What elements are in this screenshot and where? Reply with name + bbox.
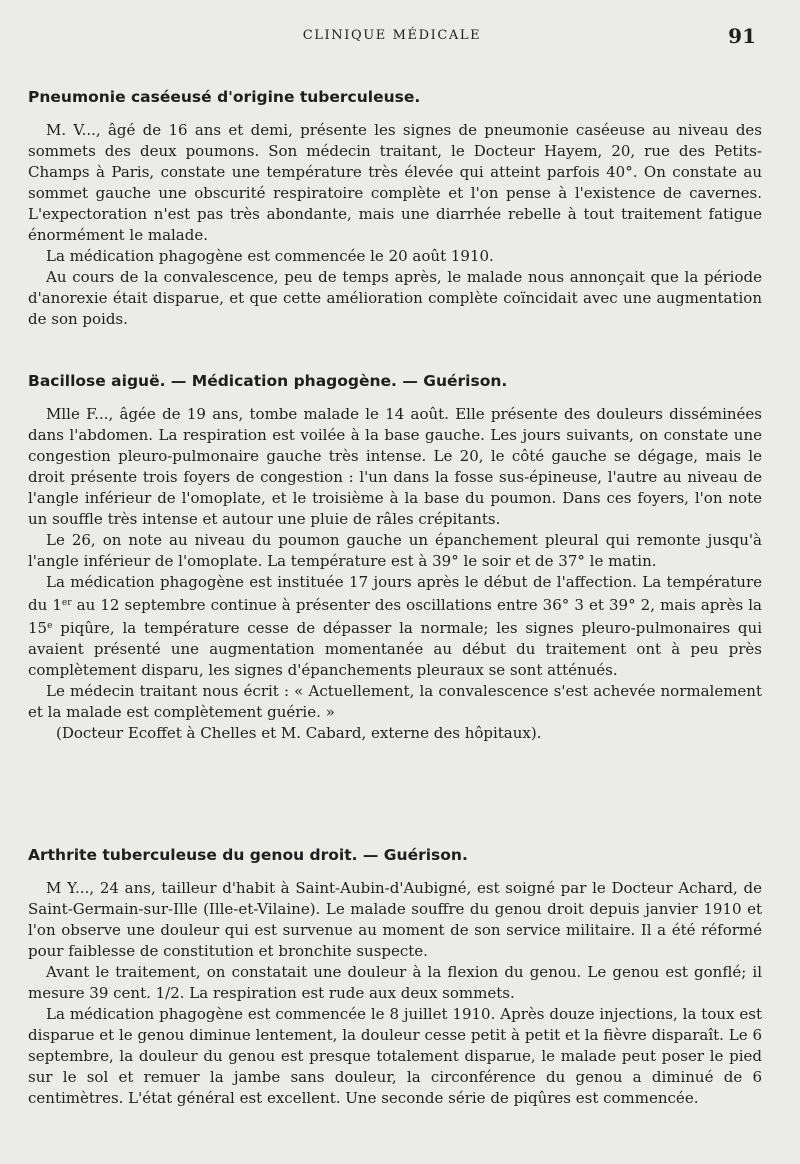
section-bacillose <box>28 372 762 744</box>
paragraph: M. V..., âgé de 16 ans et demi, présente les signes de pneumonie caséeuse au niveau des sommets des deux poumons. Son médecin traitant, le Docteur Hayem, 20, rue des Petits-Champs à Paris, constate une température très élevée qui atteint parfois 40°. On constate au sommet gauche une obscurité respiratoire complète et l'on pense à l'existence de cavernes. L'expectoration n'est pas très abondante, mais une diarrhée rebelle à tout traitement fatigue énormément le malade. <box>28 121 762 244</box>
section-heading: Arthrite tuberculeuse du genou droit. — Guérison. <box>28 846 468 864</box>
section-pneumonie <box>28 88 762 330</box>
paragraph: La médication phagogène est commencée le 8 juillet 1910. Après douze injections, la toux est disparue et le genou diminue lentement, la douleur cesse petit à petit et la fièvre disparaît. Le 6 septembre, la douleur du genou est presque totalement disparue, le malade peut poser le pied sur le sol et remuer la jambe sans douleur, la circonférence du genou a diminué de 6 centimètres. L'état général est excellent. Une seconde série de piqûres est commencée. <box>28 1005 762 1107</box>
paragraph: La médication phagogène est commencée le 20 août 1910. <box>46 247 494 265</box>
paragraph: M Y..., 24 ans, tailleur d'habit à Saint-Aubin-d'Aubigné, est soigné par le Docteur Achard, de Saint-Germain-sur-Ille (Ille-et-Vilaine). Le malade souffre du genou droit depuis janvier 1910 et l'on observe une douleur qui est survenue au moment de son service militaire. Il a été réformé pour faiblesse de constitution et bronchite suspecte. <box>28 879 762 960</box>
paragraph: Le médecin traitant nous écrit : « Actuellement, la convalescence s'est achevée normalement et la malade est complètement guérie. » <box>28 682 762 721</box>
section-heading: Bacillose aiguë. — Médication phagogène. — Guérison. <box>28 372 508 390</box>
section-arthrite <box>28 846 762 1109</box>
page-number: 91 <box>728 24 756 48</box>
paragraph: Avant le traitement, on constatait une douleur à la flexion du genou. Le genou est gonflé; il mesure 39 cent. 1/2. La respiration est rude aux deux sommets. <box>28 963 762 1002</box>
paragraph: Le 26, on note au niveau du poumon gauche un épanchement pleural qui remonte jusqu'à l'angle inférieur de l'omoplate. La température est à 39° le soir et de 37° le matin. <box>28 531 762 570</box>
case-credit: (Docteur Ecoffet à Chelles et M. Cabard, externe des hôpitaux). <box>56 724 542 742</box>
paragraph: Mlle F..., âgée de 19 ans, tombe malade le 14 août. Elle présente des douleurs disséminées dans l'abdomen. La respiration est voilée à la base gauche. Les jours suivants, on constate une congestion pleuro-pulmonaire gauche très intense. Le 20, le côté gauche se dégage, mais le droit présente trois foyers de congestion : l'un dans la fosse sus-épineuse, l'autre au niveau de l'angle inférieur de l'omoplate, et le troisième à la base du poumon. Dans ces foyers, l'on note un souffle très intense et autour une pluie de râles crépitants. <box>28 405 762 528</box>
section-heading: Pneumonie caséeusé d'origine tuberculeuse. <box>28 88 421 106</box>
running-header-title: CLINIQUE MÉDICALE <box>302 28 482 43</box>
paragraph: La médication phagogène est instituée 17 jours après le début de l'affection. La température du 1er au 12 septembre continue à présenter des oscillations entre 36° 3 et 39° 2, mais après la 15e piqûre, la température cesse de dépasser la normale; les signes pleuro-pulmonaires qui avaient présenté une augmentation momentanée au début du traitement ont à peu près complètement disparu, les signes d'épanchements pleuraux se sont atténués. <box>28 573 762 679</box>
paragraph: Au cours de la convalescence, peu de temps après, le malade nous annonçait que la période d'anorexie était disparue, et que cette amélioration complète coïncidait avec une augmentation de son poids. <box>28 268 762 328</box>
